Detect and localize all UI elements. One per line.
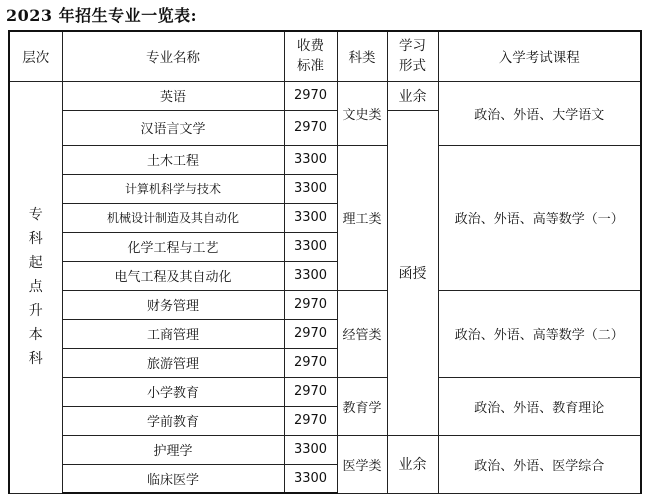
header-major: 专业名称 <box>62 31 284 81</box>
major-cell: 小学教育 <box>62 377 284 406</box>
major-cell: 学前教育 <box>62 406 284 435</box>
fee-cell: 2970 <box>284 348 337 377</box>
exam-cell: 政治、外语、医学综合 <box>438 435 641 493</box>
table-caption: 2023 年招生专业一览表: <box>6 6 198 25</box>
fee-cell: 3300 <box>284 203 337 232</box>
exam-cell: 政治、外语、高等数学（二） <box>438 290 641 377</box>
exam-cell: 政治、外语、教育理论 <box>438 377 641 435</box>
category-cell: 医学类 <box>337 435 387 493</box>
header-exam: 入学考试课程 <box>438 31 641 81</box>
mode-cell-middle: 函授 <box>387 110 438 435</box>
major-cell: 旅游管理 <box>62 348 284 377</box>
level-cell <box>9 81 62 493</box>
fee-cell: 2970 <box>284 290 337 319</box>
level-char: 科 <box>28 231 43 247</box>
level-char: 专 <box>28 207 43 223</box>
level-char: 科 <box>28 351 43 367</box>
header-mode <box>387 31 438 81</box>
major-cell: 电气工程及其自动化 <box>62 261 284 290</box>
major-cell: 土木工程 <box>62 145 284 174</box>
category-cell: 经管类 <box>337 290 387 377</box>
fee-cell: 3300 <box>284 435 337 464</box>
exam-cell: 政治、外语、高等数学（一） <box>438 145 641 290</box>
fee-cell: 2970 <box>284 377 337 406</box>
fee-cell: 3300 <box>284 464 337 493</box>
major-cell: 临床医学 <box>62 464 284 493</box>
major-cell: 护理学 <box>62 435 284 464</box>
fee-cell: 2970 <box>284 81 337 110</box>
header-level: 层次 <box>9 31 62 81</box>
level-char: 起 <box>28 255 43 271</box>
level-char: 升 <box>28 303 43 319</box>
major-cell: 化学工程与工艺 <box>62 232 284 261</box>
fee-cell: 3300 <box>284 261 337 290</box>
level-char: 点 <box>28 279 43 295</box>
fee-cell: 2970 <box>284 110 337 145</box>
exam-cell: 政治、外语、大学语文 <box>438 81 641 145</box>
level-char: 本 <box>28 327 43 343</box>
fee-cell: 3300 <box>284 174 337 203</box>
major-cell: 工商管理 <box>62 319 284 348</box>
header-fee <box>284 31 337 81</box>
major-cell: 计算机科学与技术 <box>62 174 284 203</box>
major-cell: 机械设计制造及其自动化 <box>62 203 284 232</box>
fee-cell: 2970 <box>284 406 337 435</box>
header-mode-line1: 学习 <box>399 38 426 55</box>
fee-cell: 3300 <box>284 232 337 261</box>
mode-cell-top: 业余 <box>387 81 438 110</box>
header-category: 科类 <box>337 31 387 81</box>
major-cell: 英语 <box>62 81 284 110</box>
category-cell: 理工类 <box>337 145 387 290</box>
major-cell: 汉语言文学 <box>62 110 284 145</box>
major-cell: 财务管理 <box>62 290 284 319</box>
fee-cell: 2970 <box>284 319 337 348</box>
enrollment-table <box>8 30 642 494</box>
category-cell: 文史类 <box>337 81 387 145</box>
header-mode-line2: 形式 <box>399 58 426 75</box>
fee-cell: 3300 <box>284 145 337 174</box>
header-fee-line2: 标准 <box>297 58 324 75</box>
mode-cell-bottom: 业余 <box>387 435 438 493</box>
category-cell: 教育学 <box>337 377 387 435</box>
header-fee-line1: 收费 <box>297 38 324 55</box>
